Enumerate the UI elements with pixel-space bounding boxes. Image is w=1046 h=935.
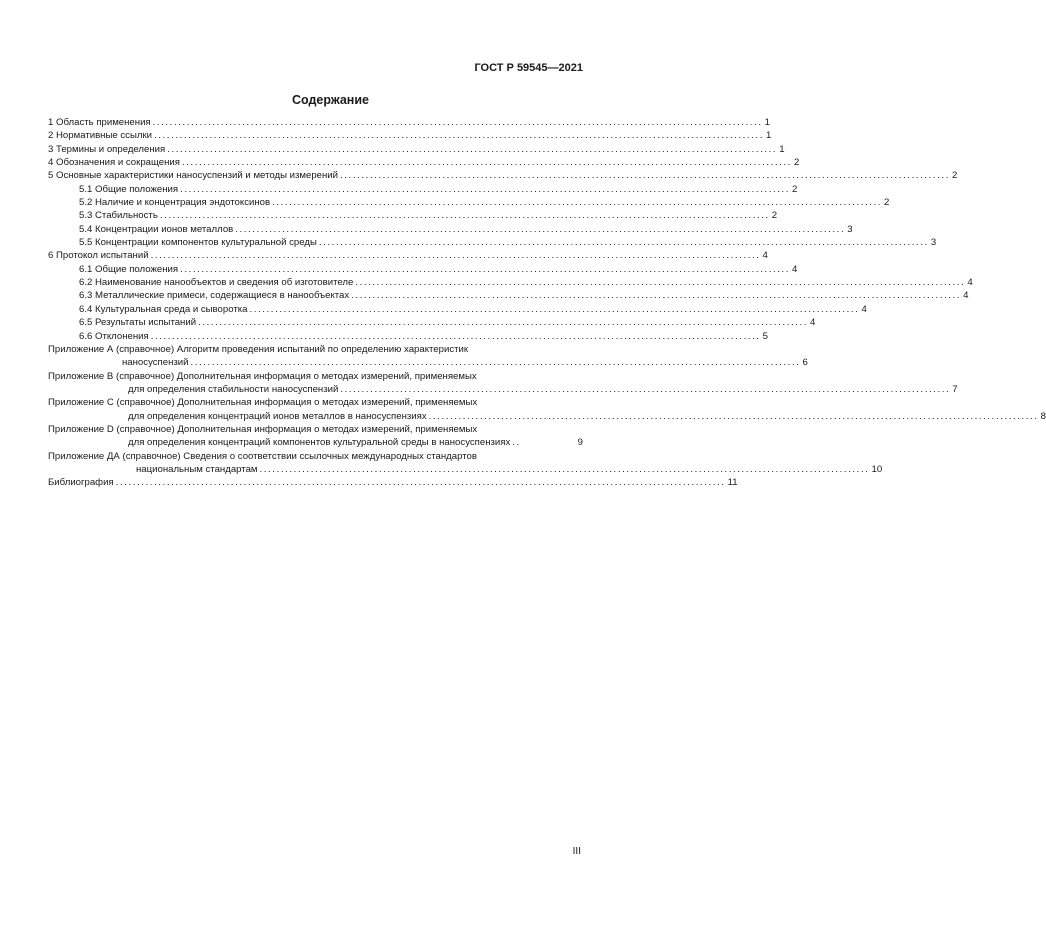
leader-dots: ............................................................................................................................................... bbox=[259, 463, 870, 475]
toc-entry[interactable] bbox=[48, 289, 969, 302]
toc-entry[interactable] bbox=[48, 143, 785, 156]
leader-dots: ............................................................................................................................................... bbox=[428, 410, 1039, 422]
toc-entry-title: 4 Обозначения и сокращения bbox=[48, 157, 180, 169]
toc-entry[interactable] bbox=[48, 209, 778, 222]
toc-entry-page: 4 bbox=[792, 263, 798, 275]
toc-appendix-entry[interactable] bbox=[48, 370, 958, 397]
toc-entry-page: 1 bbox=[765, 130, 772, 142]
toc-entry-page: 4 bbox=[861, 303, 867, 315]
toc-entry-title: Приложение ДА (справочное) Сведения о соответствии ссылочных международных стандартов bbox=[48, 450, 477, 462]
page-number: III bbox=[572, 846, 581, 857]
toc-entry[interactable] bbox=[48, 223, 853, 236]
toc-entry[interactable] bbox=[48, 476, 738, 489]
toc-entry[interactable] bbox=[48, 249, 768, 262]
toc-entry-title: 5.3 Стабильность bbox=[79, 210, 158, 222]
toc-entry-page: 2 bbox=[952, 170, 958, 182]
toc-entry-page: 11 bbox=[727, 477, 738, 489]
toc-entry-title: Приложение D (справочное) Дополнительная информация о методах измерений, применяемых bbox=[48, 423, 478, 435]
toc-appendix-entry[interactable] bbox=[48, 396, 1046, 423]
toc-entry-title: 6.6 Отклонения bbox=[79, 330, 149, 342]
toc-entry-continuation: наносуспензий bbox=[122, 357, 189, 369]
toc-entry-title: 5.1 Общие положения bbox=[79, 183, 179, 195]
toc-entry-title: Приложение А (справочное) Алгоритм проведения испытаний по определению характеристик bbox=[48, 343, 469, 355]
toc-entry[interactable] bbox=[48, 196, 890, 209]
toc-entry-continuation: для определения концентраций компонентов культуральной среды в наносуспензиях bbox=[128, 437, 511, 449]
leader-dots: ............................................................................................................................................... bbox=[154, 130, 764, 142]
toc-entry-page: 2 bbox=[884, 197, 890, 209]
toc-entry-page: 5 bbox=[762, 330, 769, 342]
toc-entry-title: Приложение В (справочное) Дополнительная информация о методах измерений, применяемых bbox=[48, 370, 477, 382]
leader-dots: ............................................................................................................................................... bbox=[249, 303, 860, 315]
toc-entry-title: 5 Основные характеристики наносуспензий и методы измерений bbox=[48, 170, 339, 182]
toc-entry-continuation: для определения стабильности наносуспензий bbox=[128, 383, 339, 395]
toc-entry-page: 2 bbox=[793, 157, 800, 169]
toc-entry-page: 4 bbox=[762, 250, 768, 262]
toc-entry[interactable] bbox=[48, 236, 937, 249]
toc-entry-title: 1 Область применения bbox=[48, 117, 151, 128]
toc-appendix-entry[interactable] bbox=[48, 450, 883, 477]
leader-dots: ............................................................................................................................................... bbox=[272, 197, 883, 209]
toc-entry-page: 8 bbox=[1040, 410, 1046, 422]
toc-entry[interactable] bbox=[48, 169, 958, 182]
toc-entry[interactable] bbox=[48, 303, 867, 316]
toc-entry-page: 10 bbox=[871, 463, 883, 475]
toc-entry-page: 1 bbox=[764, 117, 770, 128]
toc-entry-title: 6 Протокол испытаний bbox=[48, 250, 149, 262]
toc-entry[interactable] bbox=[48, 330, 769, 343]
leader-dots: ............................................................................................................................................... bbox=[159, 210, 770, 222]
toc-entry-title: 5.2 Наличие и концентрация эндотоксинов bbox=[79, 197, 271, 209]
leader-dots: ............................................................................................................................................... bbox=[180, 183, 791, 195]
toc-entry-title: 2 Нормативные ссылки bbox=[48, 130, 153, 142]
toc-entry-title: 6.2 Наименование нанообъектов и сведения об изготовителе bbox=[79, 277, 354, 289]
leader-dots: ............................................................................................................................................... bbox=[180, 263, 791, 275]
toc-entry[interactable] bbox=[48, 263, 798, 276]
toc-entry[interactable] bbox=[48, 156, 800, 169]
toc-entry-title: 6.1 Общие положения bbox=[79, 263, 179, 275]
toc-entry-title: Приложение С (справочное) Дополнительная информация о методах измерений, применяемых bbox=[48, 397, 478, 409]
toc-appendix-entry[interactable] bbox=[48, 423, 583, 450]
leader-dots: ............................................................................................................................................... bbox=[340, 170, 950, 182]
leader-dots: ............................................................................................................................................... bbox=[152, 117, 763, 128]
toc-appendix-entry[interactable] bbox=[48, 343, 808, 370]
toc-entry[interactable] bbox=[48, 129, 772, 142]
leader-dots: .. bbox=[512, 437, 521, 449]
document-header: ГОСТ Р 59545—2021 bbox=[474, 62, 583, 74]
leader-dots: ............................................................................................................................................... bbox=[351, 290, 962, 302]
leader-dots: ............................................................................................................................................... bbox=[190, 357, 801, 369]
toc-entry-title: 5.5 Концентрации компонентов культуральной среды bbox=[79, 237, 317, 249]
toc-entry-page: 4 bbox=[810, 317, 816, 329]
toc-entry[interactable] bbox=[48, 276, 973, 289]
leader-dots: ............................................................................................................................................... bbox=[150, 250, 761, 262]
toc-entry-title: 5.4 Концентрации ионов металлов bbox=[79, 223, 234, 235]
toc-entry-title: 3 Термины и определения bbox=[48, 143, 166, 155]
leader-dots: ............................................................................................................................................... bbox=[340, 383, 951, 395]
leader-dots: ............................................................................................................................................... bbox=[318, 237, 929, 249]
toc-entry-page: 2 bbox=[771, 210, 778, 222]
leader-dots: ............................................................................................................................................... bbox=[355, 277, 966, 289]
leader-dots: ............................................................................................................................................... bbox=[115, 477, 726, 489]
toc-entry-title: 6.5 Результаты испытаний bbox=[79, 317, 197, 329]
toc-entry-continuation: для определения концентраций ионов металлов в наносуспензиях bbox=[128, 410, 427, 422]
leader-dots: ............................................................................................................................................... bbox=[167, 143, 778, 155]
toc-entry-page: 4 bbox=[967, 277, 973, 289]
toc-entry[interactable] bbox=[48, 116, 770, 129]
page-title: Содержание bbox=[291, 93, 369, 107]
toc-entry-page: 3 bbox=[930, 237, 937, 249]
toc-entry-continuation: национальным стандартам bbox=[136, 463, 258, 475]
toc-entry-title: Библиография bbox=[48, 477, 114, 489]
toc-entry-title: 6.4 Культуральная среда и сыворотка bbox=[79, 303, 248, 315]
table-of-contents bbox=[48, 116, 1046, 490]
leader-dots: ............................................................................................................................................... bbox=[235, 223, 846, 235]
toc-entry-page: 9 bbox=[577, 437, 583, 449]
toc-entry-page: 2 bbox=[792, 183, 798, 195]
toc-entry-title: 6.3 Металлические примеси, содержащиеся в нанообъектах bbox=[79, 290, 350, 302]
toc-entry-page: 6 bbox=[802, 357, 808, 369]
toc-entry-page: 1 bbox=[779, 143, 785, 155]
leader-dots: ............................................................................................................................................... bbox=[150, 330, 761, 342]
toc-entry[interactable] bbox=[48, 316, 816, 329]
toc-entry-page: 7 bbox=[952, 383, 958, 395]
leader-dots: ............................................................................................................................................... bbox=[198, 317, 809, 329]
toc-entry-page: 3 bbox=[847, 223, 853, 235]
toc-entry[interactable] bbox=[48, 183, 798, 196]
leader-dots: ............................................................................................................................................... bbox=[181, 157, 792, 169]
toc-entry-page: 4 bbox=[963, 290, 969, 302]
